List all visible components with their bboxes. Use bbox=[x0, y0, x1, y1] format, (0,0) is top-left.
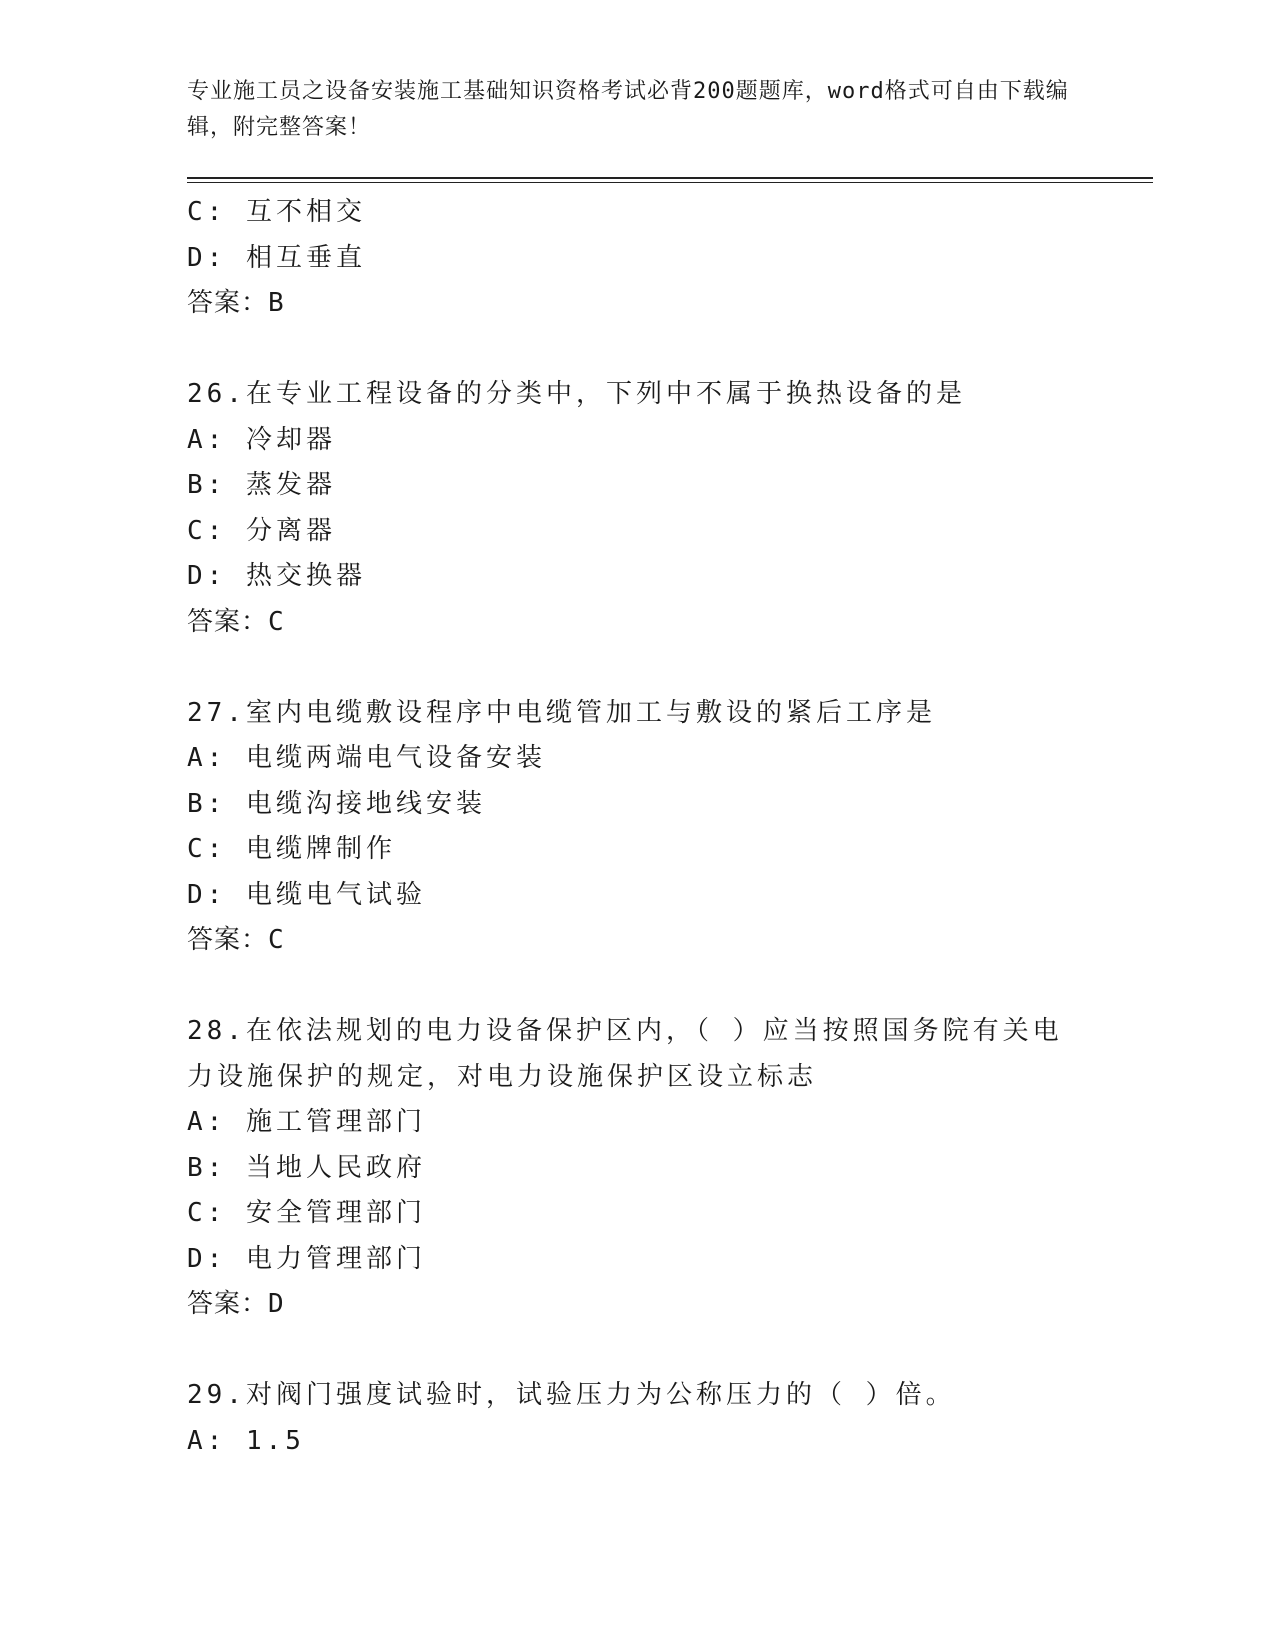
option-letter: B: bbox=[187, 470, 227, 500]
option-d bbox=[187, 554, 1087, 600]
answer-label: 答案： bbox=[187, 925, 269, 955]
option-text: 电缆牌制作 bbox=[245, 834, 396, 864]
option-c bbox=[187, 827, 1087, 873]
option-letter: D: bbox=[187, 242, 227, 273]
question-list bbox=[187, 190, 1087, 1464]
option-letter: D: bbox=[187, 879, 227, 910]
answer-label: 答案： bbox=[187, 288, 269, 318]
option-a bbox=[187, 1419, 1087, 1465]
option-text: 施工管理部门 bbox=[245, 1107, 426, 1137]
option-letter: B: bbox=[187, 788, 227, 819]
answer-line bbox=[187, 1282, 1087, 1328]
option-a bbox=[187, 418, 1087, 464]
option-a bbox=[187, 736, 1087, 782]
partial-question bbox=[187, 190, 1087, 327]
answer-line bbox=[187, 600, 1087, 646]
answer-label: 答案： bbox=[187, 606, 269, 637]
option-b bbox=[187, 782, 1087, 828]
option-a bbox=[187, 1100, 1087, 1146]
option-text: 蒸发器 bbox=[245, 470, 336, 500]
option-letter: D: bbox=[187, 1243, 227, 1274]
question-27 bbox=[187, 691, 1087, 964]
option-text: 互不相交 bbox=[245, 197, 366, 227]
option-text: 热交换器 bbox=[245, 561, 366, 591]
answer-line bbox=[187, 281, 1087, 327]
question-28 bbox=[187, 1009, 1087, 1328]
option-d bbox=[187, 236, 1087, 282]
option-b bbox=[187, 463, 1087, 509]
option-letter: A: bbox=[187, 424, 227, 455]
answer-label: 答案： bbox=[187, 1289, 269, 1319]
option-letter: C: bbox=[187, 1198, 227, 1228]
option-letter: C: bbox=[187, 834, 227, 864]
option-text: 1.5 bbox=[245, 1425, 305, 1456]
option-text: 相互垂直 bbox=[245, 242, 366, 273]
answer-value: C bbox=[268, 606, 285, 637]
option-text: 冷却器 bbox=[245, 424, 336, 455]
option-letter: A: bbox=[187, 1425, 227, 1456]
option-text: 电缆电气试验 bbox=[245, 879, 426, 910]
page-header: 专业施工员之设备安装施工基础知识资格考试必背200题题库，word格式可自由下载编辑，附完整答案！ bbox=[187, 79, 1069, 140]
answer-value: B bbox=[268, 288, 285, 318]
option-text: 电力管理部门 bbox=[245, 1243, 426, 1274]
spacer bbox=[187, 645, 1087, 691]
option-letter: B: bbox=[187, 1152, 227, 1183]
question-stem: 29.对阀门强度试验时，试验压力为公称压力的（ ）倍。 bbox=[187, 1380, 956, 1410]
option-text: 安全管理部门 bbox=[245, 1198, 426, 1228]
option-d bbox=[187, 873, 1087, 919]
answer-value: D bbox=[268, 1289, 285, 1319]
question-29 bbox=[187, 1373, 1087, 1464]
option-letter: A: bbox=[187, 1107, 227, 1137]
question-stem: 27.室内电缆敷设程序中电缆管加工与敷设的紧后工序是 bbox=[187, 697, 936, 728]
spacer bbox=[187, 964, 1087, 1010]
question-26 bbox=[187, 372, 1087, 645]
header-rule-thick bbox=[187, 177, 1153, 179]
answer-line bbox=[187, 918, 1087, 964]
option-c bbox=[187, 509, 1087, 555]
option-text: 当地人民政府 bbox=[245, 1152, 426, 1183]
option-letter: C: bbox=[187, 515, 227, 546]
option-letter: D: bbox=[187, 561, 227, 591]
option-b bbox=[187, 1146, 1087, 1192]
question-stem: 28.在依法规划的电力设备保护区内，（ ）应当按照国务院有关电力设施保护的规定，对电力设施保护区设立标志 bbox=[187, 1016, 1063, 1092]
spacer bbox=[187, 1328, 1087, 1374]
answer-value: C bbox=[268, 925, 285, 955]
option-c bbox=[187, 1191, 1087, 1237]
option-letter: A: bbox=[187, 743, 227, 773]
option-c bbox=[187, 190, 1087, 236]
option-d bbox=[187, 1237, 1087, 1283]
option-text: 电缆两端电气设备安装 bbox=[245, 743, 546, 773]
spacer bbox=[187, 327, 1087, 373]
question-stem: 26.在专业工程设备的分类中，下列中不属于换热设备的是 bbox=[187, 379, 966, 409]
option-letter: C: bbox=[187, 197, 227, 227]
option-text: 电缆沟接地线安装 bbox=[245, 788, 486, 819]
option-text: 分离器 bbox=[245, 515, 336, 546]
header-rule-thin bbox=[187, 182, 1153, 183]
